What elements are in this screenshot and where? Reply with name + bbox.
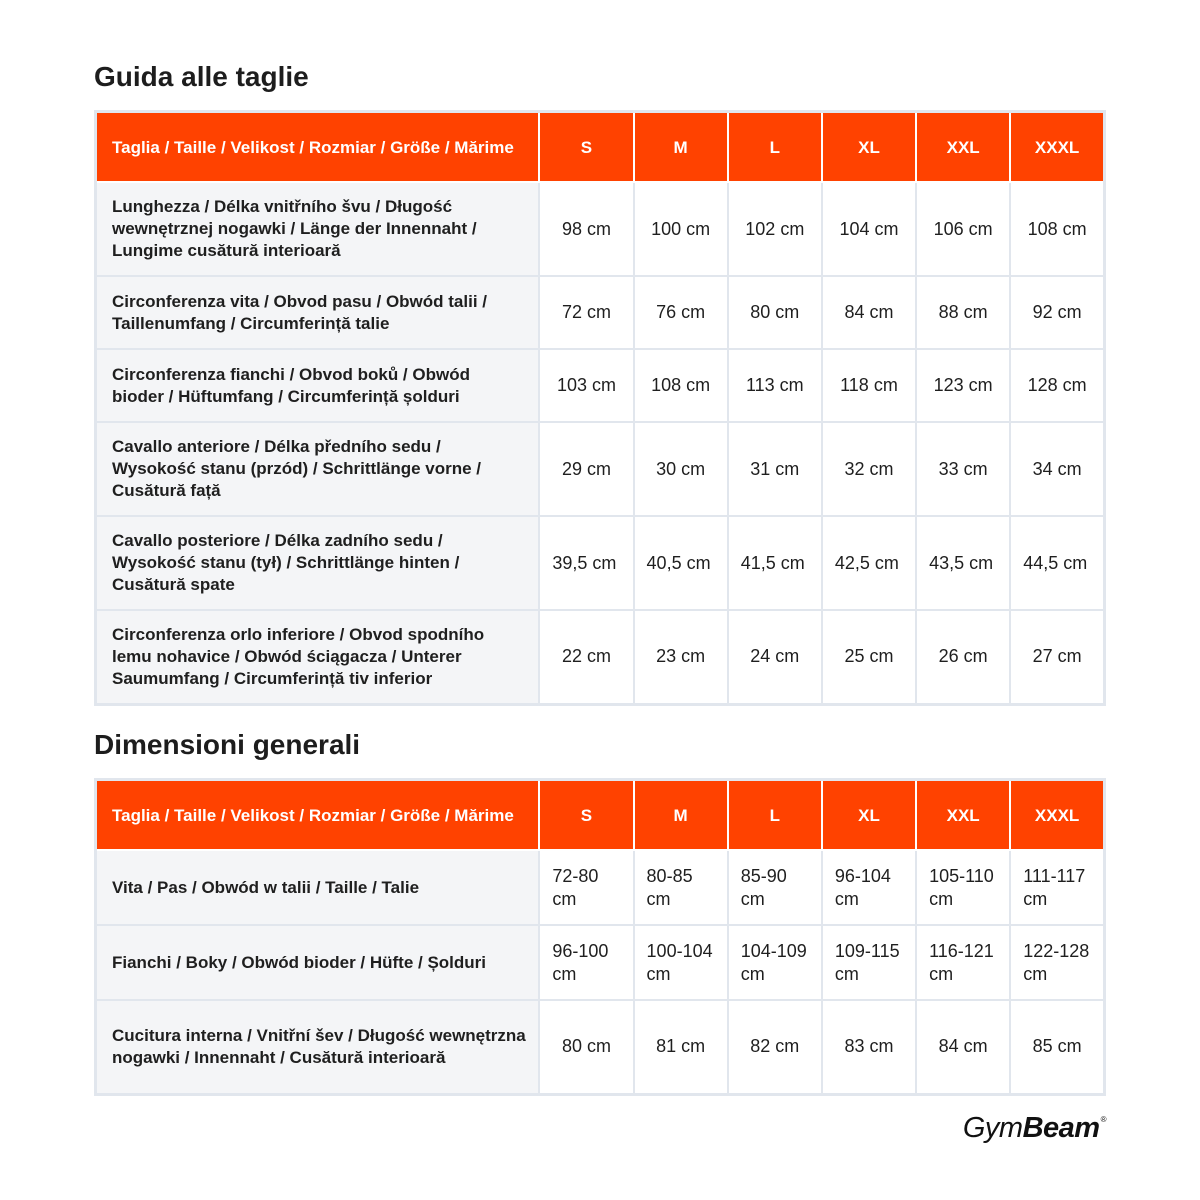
table-row [96, 610, 1105, 704]
table-cell: 100-104 cm [634, 925, 728, 1000]
table-cell: 98 cm [539, 182, 633, 276]
table-cell: 33 cm [916, 422, 1010, 516]
registered-mark: ® [1100, 1115, 1106, 1124]
logo-text-regular: Gym [962, 1112, 1023, 1144]
table-cell: 32 cm [822, 422, 916, 516]
table-cell: 88 cm [916, 276, 1010, 349]
table-cell: 102 cm [728, 182, 822, 276]
table-cell: 92 cm [1010, 276, 1104, 349]
table-cell: 34 cm [1010, 422, 1104, 516]
row-label: Cucitura interna / Vnitřní šev / Długość wewnętrzna nogawki / Innennaht / Cusătură interioară [96, 1000, 540, 1094]
table-cell: 23 cm [634, 610, 728, 704]
table-cell: 104-109 cm [728, 925, 822, 1000]
table-cell: 42,5 cm [822, 516, 916, 610]
table-cell: 122-128 cm [1010, 925, 1104, 1000]
table-cell: 109-115 cm [822, 925, 916, 1000]
table-header-row [96, 780, 1105, 851]
table-cell: 80 cm [539, 1000, 633, 1094]
table-header-row [96, 112, 1105, 183]
table-cell: 30 cm [634, 422, 728, 516]
table-row [96, 276, 1105, 349]
table-row [96, 422, 1105, 516]
size-header-m: M [634, 780, 728, 851]
table-cell: 108 cm [1010, 182, 1104, 276]
table-cell: 105-110 cm [916, 850, 1010, 925]
table-cell: 128 cm [1010, 349, 1104, 422]
table-cell: 26 cm [916, 610, 1010, 704]
size-header-xxl: XXL [916, 780, 1010, 851]
table-cell: 76 cm [634, 276, 728, 349]
table-cell: 31 cm [728, 422, 822, 516]
table-cell: 111-117 cm [1010, 850, 1104, 925]
table-cell: 43,5 cm [916, 516, 1010, 610]
general-dimensions-table [94, 778, 1106, 1096]
table-cell: 96-104 cm [822, 850, 916, 925]
size-column-label: Taglia / Taille / Velikost / Rozmiar / Größe / Mărime [96, 112, 540, 183]
table-cell: 39,5 cm [539, 516, 633, 610]
size-column-label: Taglia / Taille / Velikost / Rozmiar / Größe / Mărime [96, 780, 540, 851]
table-cell: 84 cm [822, 276, 916, 349]
table-cell: 104 cm [822, 182, 916, 276]
table-cell: 85-90 cm [728, 850, 822, 925]
table-cell: 80 cm [728, 276, 822, 349]
table-row [96, 182, 1105, 276]
size-header-l: L [728, 112, 822, 183]
size-header-xxxl: XXXL [1010, 780, 1104, 851]
size-header-xxxl: XXXL [1010, 112, 1104, 183]
size-header-xl: XL [822, 112, 916, 183]
table-cell: 40,5 cm [634, 516, 728, 610]
row-label: Circonferenza orlo inferiore / Obvod spodního lemu nohavice / Obwód ściągacza / Unterer Saumumfang / Circumferință tiv inferior [96, 610, 540, 704]
table-cell: 82 cm [728, 1000, 822, 1094]
table-cell: 80-85 cm [634, 850, 728, 925]
general-dimensions-title: Dimensioni generali [94, 729, 361, 760]
table-row [96, 349, 1105, 422]
table-cell: 25 cm [822, 610, 916, 704]
row-label: Cavallo posteriore / Délka zadního sedu / Wysokość stanu (tył) / Schrittlänge hinten / Cusătură spate [96, 516, 540, 610]
table-cell: 22 cm [539, 610, 633, 704]
table-cell: 123 cm [916, 349, 1010, 422]
row-label: Fianchi / Boky / Obwód bioder / Hüfte / Șolduri [96, 925, 540, 1000]
size-header-xxl: XXL [916, 112, 1010, 183]
row-label: Cavallo anteriore / Délka předního sedu / Wysokość stanu (przód) / Schrittlänge vorne / Cusătură față [96, 422, 540, 516]
table-cell: 116-121 cm [916, 925, 1010, 1000]
row-label: Circonferenza vita / Obvod pasu / Obwód talii / Taillenumfang / Circumferință talie [96, 276, 540, 349]
table-cell: 85 cm [1010, 1000, 1104, 1094]
logo-text-bold: Beam [1022, 1112, 1100, 1144]
table-cell: 24 cm [728, 610, 822, 704]
size-header-s: S [539, 780, 633, 851]
table-cell: 44,5 cm [1010, 516, 1104, 610]
table-row [96, 850, 1105, 925]
table-cell: 100 cm [634, 182, 728, 276]
size-header-l: L [728, 780, 822, 851]
table-cell: 72-80 cm [539, 850, 633, 925]
gymbeam-logo [963, 1112, 1106, 1145]
table-cell: 103 cm [539, 349, 633, 422]
table-cell: 108 cm [634, 349, 728, 422]
table-row [96, 1000, 1105, 1094]
size-header-m: M [634, 112, 728, 183]
row-label: Vita / Pas / Obwód w talii / Taille / Talie [96, 850, 540, 925]
table-cell: 41,5 cm [728, 516, 822, 610]
size-guide-title: Guida alle taglie [94, 61, 309, 92]
table-cell: 29 cm [539, 422, 633, 516]
table-cell: 81 cm [634, 1000, 728, 1094]
table-cell: 27 cm [1010, 610, 1104, 704]
table-cell: 72 cm [539, 276, 633, 349]
size-guide-table [94, 110, 1106, 706]
row-label: Circonferenza fianchi / Obvod boků / Obwód bioder / Hüftumfang / Circumferință șolduri [96, 349, 540, 422]
table-cell: 113 cm [728, 349, 822, 422]
table-cell: 106 cm [916, 182, 1010, 276]
table-cell: 118 cm [822, 349, 916, 422]
row-label: Lunghezza / Délka vnitřního švu / Długość wewnętrznej nogawki / Länge der Innennaht / Lungime cusătură interioară [96, 182, 540, 276]
table-row [96, 925, 1105, 1000]
size-header-xl: XL [822, 780, 916, 851]
table-row [96, 516, 1105, 610]
table-cell: 83 cm [822, 1000, 916, 1094]
table-cell: 84 cm [916, 1000, 1010, 1094]
size-header-s: S [539, 112, 633, 183]
table-cell: 96-100 cm [539, 925, 633, 1000]
